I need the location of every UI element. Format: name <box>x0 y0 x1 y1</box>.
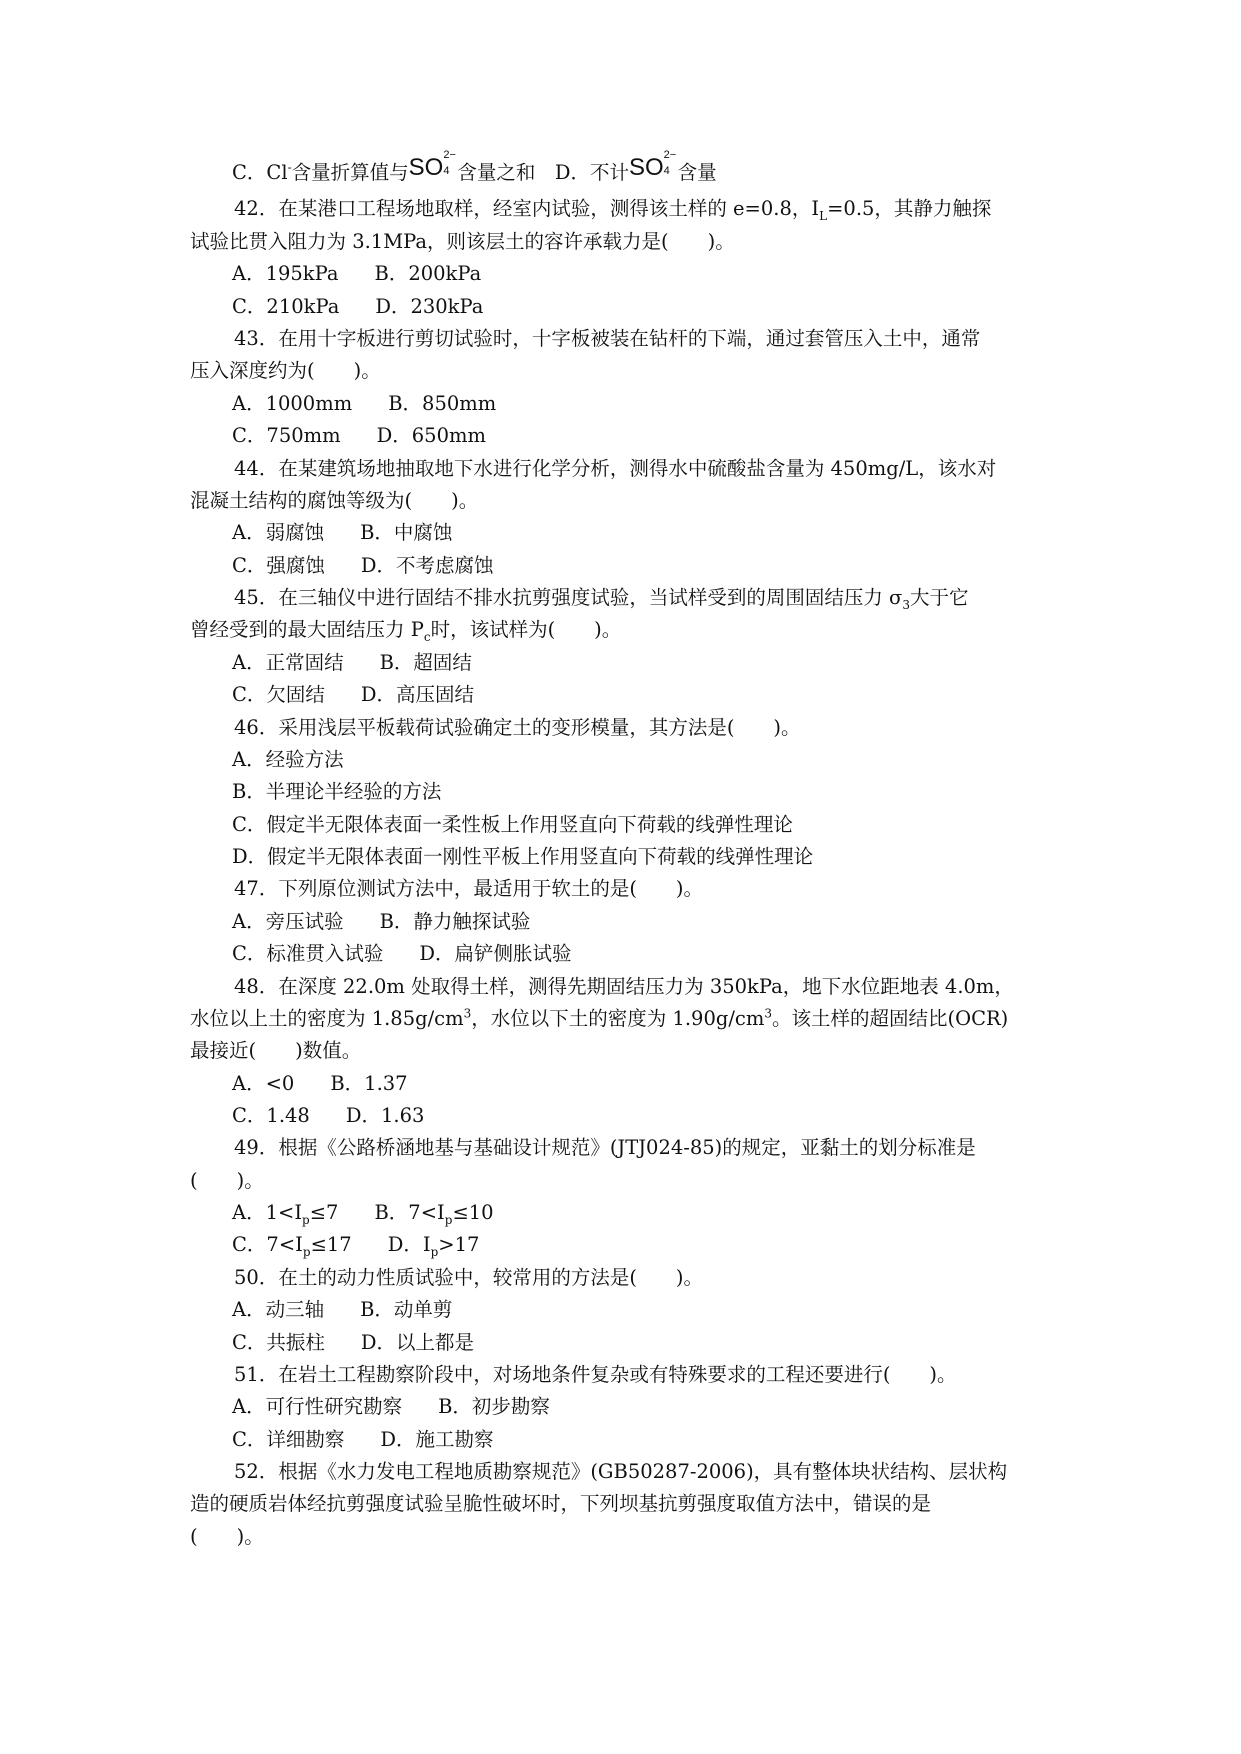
question-45-options-cd: C．欠固结 D．高压固结 <box>232 683 475 706</box>
option-41-c-prefix: C．Cl <box>232 161 288 184</box>
question-43-options-ab: A．1000mm B．850mm <box>232 392 497 415</box>
question-52-line-2: 造的硬质岩体经抗剪强度试验呈脆性破坏时，下列坝基抗剪强度取值方法中，错误的是 <box>190 1492 932 1515</box>
question-51-options-cd: C．详细勘察 D．施工勘察 <box>232 1428 494 1451</box>
option-41-d-text: 含量之和 D．不计 <box>457 161 629 184</box>
question-45-line-1: 45．在三轴仪中进行固结不排水抗剪强度试验，当试样受到的周围固结压力 $\sigma_3$大于它 <box>234 586 969 612</box>
question-48-line-1: 48．在深度 22.0m 处取得土样，测得先期固结压力为 350kPa，地下水位距地表 4.0m， <box>234 975 1014 998</box>
question-49-line-2: ( )。 <box>190 1169 264 1192</box>
question-44-line-2: 混凝土结构的腐蚀等级为( )。 <box>190 489 479 512</box>
chloride-charge: - <box>287 160 292 175</box>
question-49-options-ab: A．$1<I_p\le 7$ B．$7<I_p\le 10$ <box>232 1201 494 1227</box>
question-46-option-b: B．半理论半经验的方法 <box>232 780 442 803</box>
question-46-option-a: A．经验方法 <box>232 748 344 771</box>
question-43-options-cd: C．750mm D．650mm <box>232 424 486 447</box>
question-44-options-cd: C．强腐蚀 D．不考虑腐蚀 <box>232 554 494 577</box>
question-46-option-c: C．假定半无限体表面一柔性板上作用竖直向下荷载的线弹性理论 <box>232 813 793 836</box>
sulfate-formula-1: SO 2− 4 <box>408 149 456 181</box>
question-47-options-cd: C．标准贯入试验 D．扁铲侧胀试验 <box>232 942 572 965</box>
question-49-options-cd: C．$7<I_p\le 17$ D．$I_p>17$ <box>232 1233 480 1259</box>
option-41-c-text: 含量折算值与 <box>291 161 409 184</box>
question-49-line-1: 49．根据《公路桥涵地基与基础设计规范》(JTJ024-85)的规定，亚黏土的划分标准是 <box>234 1136 976 1159</box>
question-43-line-2: 压入深度约为( )。 <box>190 359 381 382</box>
question-46-line-1: 46．采用浅层平板载荷试验确定土的变形模量，其方法是( )。 <box>234 716 801 739</box>
sulfate-formula-2: SO 2− 4 <box>628 149 677 181</box>
question-46-option-d: D．假定半无限体表面一刚性平板上作用竖直向下荷载的线弹性理论 <box>232 845 814 868</box>
question-51-options-ab: A．可行性研究勘察 B．初步勘察 <box>232 1395 550 1418</box>
question-45-options-ab: A．正常固结 B．超固结 <box>232 651 472 674</box>
question-48-line-3: 最接近( )数值。 <box>190 1039 362 1062</box>
question-50-options-ab: A．动三轴 B．动单剪 <box>232 1298 453 1321</box>
question-42-options-cd: C．210kPa D．230kPa <box>232 295 484 318</box>
question-48-line-2: 水位以上土的密度为 $1.85g/cm^3$，水位以下土的密度为 $1.90g/cm^3$。该土样的超固结比(OCR) <box>190 1006 1009 1030</box>
question-50-options-cd: C．共振柱 D．以上都是 <box>232 1331 475 1354</box>
question-43-line-1: 43．在用十字板进行剪切试验时，十字板被装在钻杆的下端，通过套管压入土中，通常 <box>234 327 981 350</box>
question-50-line-1: 50．在土的动力性质试验中，较常用的方法是( )。 <box>234 1266 704 1289</box>
question-42-line-2: 试验比贯入阻力为 3.1MPa，则该层土的容许承载力是( )。 <box>190 230 735 253</box>
question-44-options-ab: A．弱腐蚀 B．中腐蚀 <box>232 521 453 544</box>
question-52-line-3: ( )。 <box>190 1525 264 1548</box>
question-47-line-1: 47．下列原位测试方法中，最适用于软土的是( )。 <box>234 877 704 900</box>
question-42-options-ab: A．195kPa B．200kPa <box>232 262 482 285</box>
option-41-d-suffix: 含量 <box>677 161 717 184</box>
question-48-options-ab: A．<0 B．1.37 <box>232 1072 408 1095</box>
question-48-options-cd: C．1.48 D．1.63 <box>232 1104 425 1127</box>
question-45-line-2: 曾经受到的最大固结压力 $P_c$时，该试样为( )。 <box>190 618 622 644</box>
question-51-line-1: 51．在岩土工程勘察阶段中，对场地条件复杂或有特殊要求的工程还要进行( )。 <box>234 1363 957 1386</box>
question-52-line-1: 52．根据《水力发电工程地质勘察规范》(GB50287-2006)，具有整体块状结构、层状构 <box>234 1460 1008 1483</box>
question-42-line-1: 42．在某港口工程场地取样，经室内试验，测得该土样的 e=0.8，$I_L=0.5$，其静力触探 <box>234 197 992 223</box>
question-44-line-1: 44．在某建筑场地抽取地下水进行化学分析，测得水中硫酸盐含量为 450mg/L，该水对 <box>234 457 997 480</box>
option-line-41-cd <box>232 149 717 184</box>
question-47-options-ab: A．旁压试验 B．静力触探试验 <box>232 910 531 933</box>
